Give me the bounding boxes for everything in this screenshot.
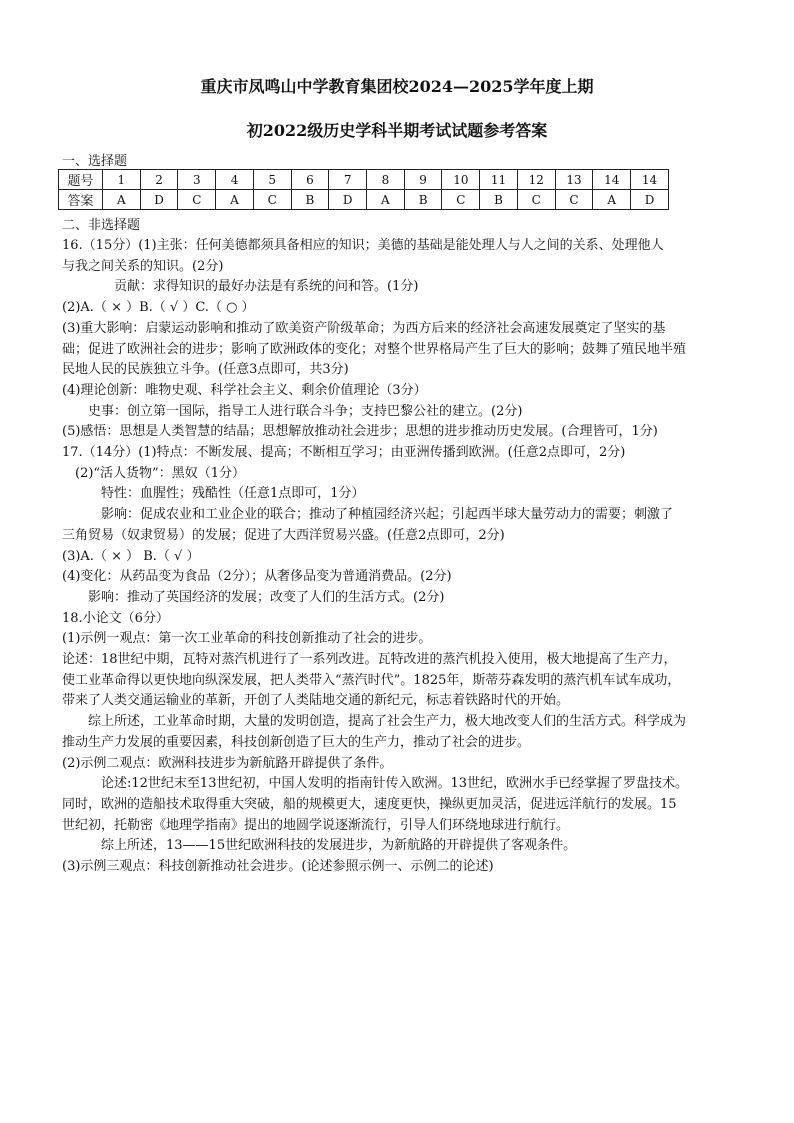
text-line: (4)理论创新：唯物史观、科学社会主义、剩余价值理论（3分）: [62, 382, 427, 398]
table-cell: 12: [517, 170, 555, 190]
text-line: 同时，欧洲的造船技术取得重大突破，船的规模更大，速度更快，操纵更加灵活，促进远洋航行的发展。15: [62, 796, 677, 812]
text-line: 础；促进了欧洲社会的进步；影响了欧洲政体的变化；对整个世界格局产生了巨大的影响；鼓舞了殖民地半殖: [62, 341, 687, 357]
text-line: 使工业革命得以更快地向纵深发展，把人类带入“蒸汽时代”。1825年，斯蒂芬森发明的蒸汽机车试车成功，: [62, 672, 681, 688]
table-row-numbers: [59, 170, 669, 190]
text-line: (2)“活人货物”：黑奴（1分）: [75, 465, 245, 481]
answer-table: [58, 169, 669, 210]
table-cell: B: [291, 190, 329, 210]
text-line: 特性：血腥性；残酷性（任意1点即可，1分）: [101, 486, 365, 502]
text-line: 世纪初，托勒密《地理学指南》提出的地圆学说逐渐流行，引导人们环绕地球进行航行。: [62, 817, 570, 833]
answer-body: [62, 236, 738, 878]
table-cell: C: [517, 190, 555, 210]
text-line: 综上所述，工业革命时期，大量的发明创造，提高了社会生产力，极大地改变人们的生活方式。科学成为: [88, 714, 687, 730]
table-cell: 7: [329, 170, 367, 190]
section-heading-choice: 一、选择题: [62, 154, 128, 169]
table-cell: 8: [367, 170, 405, 190]
table-cell: 10: [442, 170, 480, 190]
table-cell: D: [329, 190, 367, 210]
table-cell: C: [555, 190, 593, 210]
table-cell: D: [140, 190, 178, 210]
table-cell: 14: [631, 170, 669, 190]
text-line: 论述：18世纪中期，瓦特对蒸汽机进行了一系列改进。瓦特改进的蒸汽机投入使用，极大地提高了生产力，: [62, 652, 677, 668]
table-cell: 14: [593, 170, 631, 190]
table-cell: 1: [103, 170, 141, 190]
text-line: (1)示例一观点：第一次工业革命的科技创新推动了社会的进步。: [62, 631, 432, 647]
table-cell: A: [367, 190, 405, 210]
table-cell: C: [442, 190, 480, 210]
table-cell: C: [178, 190, 216, 210]
table-cell: D: [631, 190, 669, 210]
table-cell: 3: [178, 170, 216, 190]
text-line: (3)A.（ × ） B.（ √ ）: [62, 548, 200, 564]
table-cell: 9: [404, 170, 442, 190]
text-line: 影响：促成农业和工业企业的联合；推动了种植园经济兴起；引起西半球大量劳动力的需要；刺激了: [101, 507, 674, 523]
section-heading-nonchoice: 二、非选择题: [62, 218, 141, 233]
text-line: (4)变化：从药品变为食品（2分）；从奢侈品变为普通消费品。(2分): [62, 569, 452, 585]
document-title: 重庆市凤鸣山中学教育集团校2024—2025学年度上期: [200, 77, 594, 96]
text-line: (2)A.（ × ）B.（ √ ）C.（ ○ ）: [62, 300, 255, 316]
text-line: (2)示例二观点：欧洲科技进步为新航路开辟提供了条件。: [62, 755, 393, 771]
table-cell: 11: [480, 170, 518, 190]
row-label-answer: 答案: [59, 190, 103, 210]
table-cell: C: [253, 190, 291, 210]
text-line: 综上所述，13——15世纪欧洲科技的发展进步，为新航路的开辟提供了客观条件。: [101, 838, 577, 854]
document-subtitle: 初2022级历史学科半期考试试题参考答案: [246, 121, 548, 140]
text-line: 史事：创立第一国际，指导工人进行联合斗争；支持巴黎公社的建立。(2分): [88, 403, 523, 419]
text-line: 带来了人类交通运输业的革新，开创了人类陆地交通的新纪元，标志着铁路时代的开始。: [62, 693, 570, 709]
text-line: (3)重大影响：启蒙运动影响和推动了欧美资产阶级革命；为西方后来的经济社会高速发展奠定了坚实的基: [62, 320, 666, 336]
text-line: 推动生产力发展的重要因素，科技创新创造了巨大的生产力，推动了社会的进步。: [62, 734, 531, 750]
table-cell: B: [404, 190, 442, 210]
row-label-number: 题号: [59, 170, 103, 190]
text-line: 贡献：求得知识的最好办法是有系统的问和答。(1分): [114, 279, 419, 295]
text-line: 18.小论文（6分）: [62, 610, 169, 626]
text-line: (5)感悟：思想是人类智慧的结晶；思想解放推动社会进步；思想的进步推动历史发展。(合理皆可，1分): [62, 424, 658, 440]
table-cell: 6: [291, 170, 329, 190]
text-line: 与我之间关系的知识。(2分): [62, 258, 224, 274]
table-cell: 4: [216, 170, 254, 190]
text-line: 影响：推动了英国经济的发展；改变了人们的生活方式。(2分): [88, 589, 445, 605]
text-line: 民地人民的民族独立斗争。(任意3点即可，共3分): [62, 362, 349, 378]
table-cell: A: [103, 190, 141, 210]
table-cell: 5: [253, 170, 291, 190]
table-cell: A: [216, 190, 254, 210]
text-line: 三角贸易（奴隶贸易）的发展；促进了大西洋贸易兴盛。(任意2点即可，2分): [62, 527, 505, 543]
text-line: 论述:12世纪末至13世纪初，中国人发明的指南针传入欧洲。13世纪，欧洲水手已经掌握了罗盘技术。: [101, 776, 689, 792]
table-cell: 13: [555, 170, 593, 190]
table-cell: A: [593, 190, 631, 210]
table-row-answers: [59, 190, 669, 210]
table-cell: B: [480, 190, 518, 210]
text-line: 17.（14分）(1)特点：不断发展、提高；不断相互学习；由亚洲传播到欧洲。(任意2点即可，2分): [62, 445, 626, 461]
text-line: (3)示例三观点：科技创新推动社会进步。(论述参照示例一、示例二的论述): [62, 859, 494, 875]
text-line: 16.（15分）(1)主张：任何美德都须具备相应的知识；美德的基础是能处理人与人之间的关系、处理他人: [62, 238, 664, 253]
table-cell: 2: [140, 170, 178, 190]
